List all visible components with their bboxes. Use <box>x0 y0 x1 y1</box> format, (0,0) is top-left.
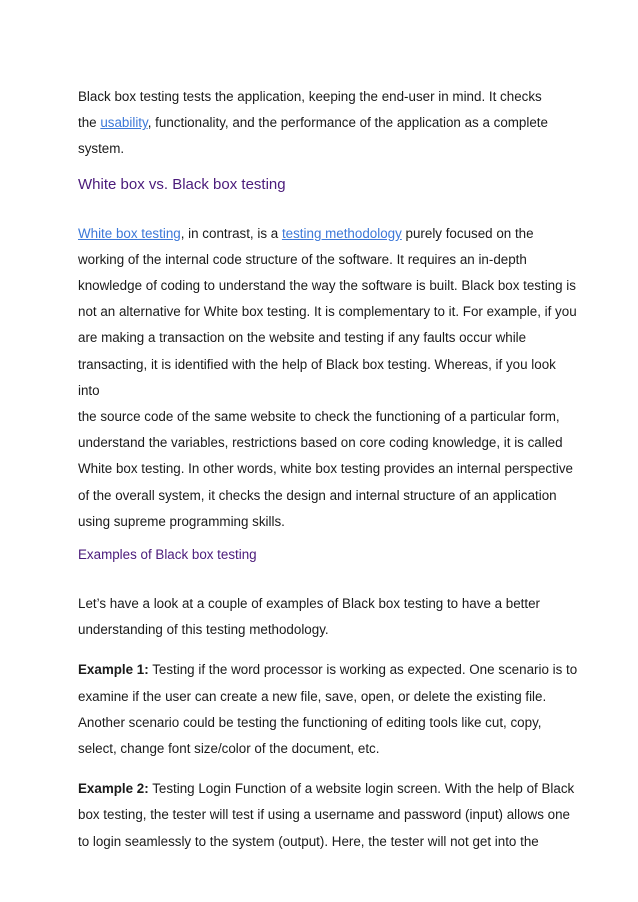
example-2-line-first <box>78 776 578 802</box>
example-1-line: Another scenario could be testing the functioning of editing tools like cut, copy, <box>78 714 542 730</box>
example-1-line: examine if the user can create a new file, save, open, or delete the existing file. <box>78 688 547 704</box>
usability-link[interactable]: usability <box>100 115 148 131</box>
example-2-line: to login seamlessly to the system (output). Here, the tester will not get into the <box>78 833 539 849</box>
intro-line-2-pre: the <box>78 115 101 131</box>
example-2-line: box testing, the tester will test if using a username and password (input) allows one <box>78 807 570 823</box>
white-box-line: are making a transaction on the website and testing if any faults occur while <box>78 330 527 346</box>
white-box-line: not an alternative for White box testing. It is complementary to it. For example, if you <box>78 304 577 320</box>
example-1-first-text: Testing if the word processor is working as expected. One scenario is to <box>148 662 578 678</box>
example-1-line-first <box>78 657 578 683</box>
white-box-text-2: purely focused on the <box>401 225 534 241</box>
example-1-line: select, change font size/color of the document, etc. <box>78 741 380 757</box>
white-box-text-1: , in contrast, is a <box>180 225 282 241</box>
example-2-paragraph <box>78 776 578 855</box>
intro-paragraph <box>78 84 578 163</box>
example-1-paragraph <box>78 657 578 762</box>
white-box-line: using supreme programming skills. <box>78 513 285 529</box>
section-heading-examples: Examples of Black box testing <box>78 547 257 563</box>
testing-methodology-link[interactable]: testing methodology <box>281 225 402 241</box>
example-2-first-text: Testing Login Function of a website login screen. With the help of Black <box>148 781 575 797</box>
examples-intro-line: understanding of this testing methodology. <box>78 622 329 638</box>
white-box-paragraph <box>78 221 578 535</box>
example-1-label: Example 1: <box>78 662 149 678</box>
white-box-line: knowledge of coding to understand the way the software is built. Black box testing is <box>78 278 576 294</box>
white-box-testing-link[interactable]: White box testing <box>78 225 181 241</box>
white-box-line-first <box>78 221 578 247</box>
intro-line-3: system. <box>78 141 125 157</box>
white-box-line: working of the internal code structure of the software. It requires an in-depth <box>78 251 527 267</box>
white-box-line: the source code of the same website to check the functioning of a particular form, <box>78 409 560 425</box>
white-box-line: of the overall system, it checks the design and internal structure of an application <box>78 487 557 503</box>
examples-intro-paragraph <box>78 591 578 643</box>
intro-line-1: Black box testing tests the application, keeping the end-user in mind. It checks <box>78 89 542 104</box>
intro-line-2-post: , functionality, and the performance of the application as a complete <box>147 115 548 131</box>
white-box-line: understand the variables, restrictions based on core coding knowledge, it is called <box>78 435 563 451</box>
examples-intro-line: Let’s have a look at a couple of examples of Black box testing to have a better <box>78 596 541 612</box>
example-2-label: Example 2: <box>78 781 149 797</box>
intro-line-2 <box>78 110 578 136</box>
document-page <box>78 84 578 855</box>
white-box-line: White box testing. In other words, white box testing provides an internal perspective <box>78 461 573 477</box>
white-box-line: transacting, it is identified with the help of Black box testing. Whereas, if you look into <box>78 356 556 398</box>
section-heading-white-vs-black: White box vs. Black box testing <box>78 175 286 193</box>
